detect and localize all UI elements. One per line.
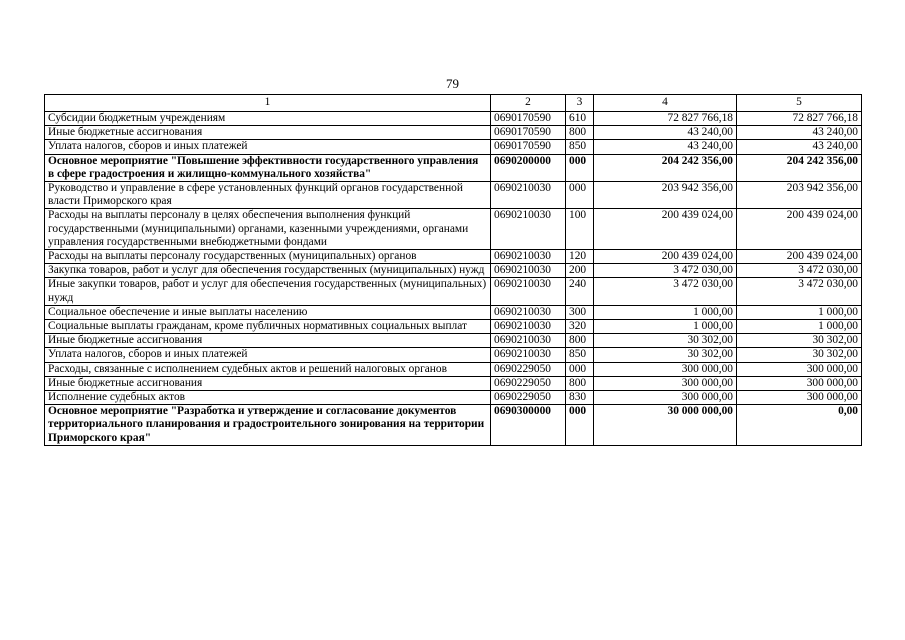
row-code-cell: 0690229050 <box>491 362 566 376</box>
row-amount-2-cell: 200 439 024,00 <box>737 209 862 250</box>
row-amount-2-cell: 3 472 030,00 <box>737 264 862 278</box>
row-name-cell: Расходы на выплаты персоналу в целях обеспечения выполнения функций государственными (муниципальными) органами, казенными учреждениями, органами управления государственными внебюджетными фондами <box>45 209 491 250</box>
row-type-cell: 000 <box>566 405 594 446</box>
table-row <box>45 112 862 126</box>
column-header: 2 <box>491 95 566 112</box>
row-amount-1-cell: 3 472 030,00 <box>594 278 737 305</box>
row-code-cell: 0690210030 <box>491 250 566 264</box>
row-amount-2-cell: 30 302,00 <box>737 348 862 362</box>
row-type-cell: 800 <box>566 334 594 348</box>
row-amount-1-cell: 300 000,00 <box>594 391 737 405</box>
row-code-cell: 0690170590 <box>491 140 566 154</box>
table-body <box>45 112 862 446</box>
row-amount-2-cell: 43 240,00 <box>737 140 862 154</box>
row-type-cell: 240 <box>566 278 594 305</box>
table-header-row <box>45 95 862 112</box>
row-amount-2-cell: 300 000,00 <box>737 362 862 376</box>
row-amount-1-cell: 203 942 356,00 <box>594 182 737 209</box>
row-name-cell: Уплата налогов, сборов и иных платежей <box>45 348 491 362</box>
row-code-cell: 0690210030 <box>491 182 566 209</box>
row-name-cell: Руководство и управление в сфере установленных функций органов государственной власти Приморского края <box>45 182 491 209</box>
row-code-cell: 0690229050 <box>491 391 566 405</box>
table-row <box>45 376 862 390</box>
row-type-cell: 850 <box>566 140 594 154</box>
row-code-cell: 0690210030 <box>491 348 566 362</box>
table-row <box>45 391 862 405</box>
row-amount-2-cell: 204 242 356,00 <box>737 154 862 181</box>
row-amount-1-cell: 30 302,00 <box>594 334 737 348</box>
row-amount-2-cell: 3 472 030,00 <box>737 278 862 305</box>
row-name-cell: Основное мероприятие "Разработка и утверждение и согласование документов территориального планирования и градостроительного зонирования на территории Приморского края" <box>45 405 491 446</box>
table-row <box>45 126 862 140</box>
row-amount-2-cell: 300 000,00 <box>737 376 862 390</box>
table-row <box>45 320 862 334</box>
row-name-cell: Основное мероприятие "Повышение эффективности государственного управления в сфере градостроения и жилищно-коммунального хозяйства" <box>45 154 491 181</box>
row-type-cell: 800 <box>566 126 594 140</box>
row-amount-1-cell: 300 000,00 <box>594 362 737 376</box>
row-amount-2-cell: 300 000,00 <box>737 391 862 405</box>
row-name-cell: Иные бюджетные ассигнования <box>45 376 491 390</box>
row-amount-2-cell: 43 240,00 <box>737 126 862 140</box>
table-row <box>45 405 862 446</box>
row-type-cell: 300 <box>566 305 594 319</box>
row-amount-1-cell: 200 439 024,00 <box>594 209 737 250</box>
row-amount-2-cell: 203 942 356,00 <box>737 182 862 209</box>
row-type-cell: 850 <box>566 348 594 362</box>
row-amount-1-cell: 204 242 356,00 <box>594 154 737 181</box>
row-amount-2-cell: 1 000,00 <box>737 305 862 319</box>
table-row <box>45 278 862 305</box>
row-name-cell: Расходы, связанные с исполнением судебных актов и решений налоговых органов <box>45 362 491 376</box>
table-row <box>45 264 862 278</box>
row-type-cell: 000 <box>566 154 594 181</box>
row-amount-2-cell: 1 000,00 <box>737 320 862 334</box>
row-amount-1-cell: 30 302,00 <box>594 348 737 362</box>
row-amount-1-cell: 1 000,00 <box>594 320 737 334</box>
row-code-cell: 0690200000 <box>491 154 566 181</box>
row-code-cell: 0690210030 <box>491 305 566 319</box>
row-name-cell: Уплата налогов, сборов и иных платежей <box>45 140 491 154</box>
row-code-cell: 0690229050 <box>491 376 566 390</box>
row-code-cell: 0690210030 <box>491 320 566 334</box>
table-row <box>45 154 862 181</box>
row-name-cell: Расходы на выплаты персоналу государственных (муниципальных) органов <box>45 250 491 264</box>
row-name-cell: Закупка товаров, работ и услуг для обеспечения государственных (муниципальных) нужд <box>45 264 491 278</box>
row-name-cell: Социальное обеспечение и иные выплаты населению <box>45 305 491 319</box>
row-name-cell: Иные бюджетные ассигнования <box>45 334 491 348</box>
row-type-cell: 200 <box>566 264 594 278</box>
row-code-cell: 0690300000 <box>491 405 566 446</box>
row-name-cell: Исполнение судебных актов <box>45 391 491 405</box>
row-type-cell: 830 <box>566 391 594 405</box>
row-name-cell: Иные бюджетные ассигнования <box>45 126 491 140</box>
row-amount-1-cell: 43 240,00 <box>594 140 737 154</box>
row-amount-1-cell: 3 472 030,00 <box>594 264 737 278</box>
row-code-cell: 0690210030 <box>491 209 566 250</box>
row-amount-2-cell: 200 439 024,00 <box>737 250 862 264</box>
row-name-cell: Иные закупки товаров, работ и услуг для обеспечения государственных (муниципальных) нужд <box>45 278 491 305</box>
page-number: 79 <box>446 76 459 91</box>
table-row <box>45 140 862 154</box>
row-amount-1-cell: 1 000,00 <box>594 305 737 319</box>
row-amount-1-cell: 300 000,00 <box>594 376 737 390</box>
row-amount-1-cell: 200 439 024,00 <box>594 250 737 264</box>
row-name-cell: Субсидии бюджетным учреждениям <box>45 112 491 126</box>
table-row <box>45 362 862 376</box>
row-code-cell: 0690170590 <box>491 112 566 126</box>
column-header: 1 <box>45 95 491 112</box>
row-type-cell: 610 <box>566 112 594 126</box>
row-type-cell: 000 <box>566 182 594 209</box>
row-code-cell: 0690210030 <box>491 264 566 278</box>
row-type-cell: 320 <box>566 320 594 334</box>
row-type-cell: 100 <box>566 209 594 250</box>
column-header: 4 <box>594 95 737 112</box>
row-type-cell: 120 <box>566 250 594 264</box>
table-row <box>45 182 862 209</box>
table-row <box>45 209 862 250</box>
budget-table <box>44 94 862 446</box>
table-row <box>45 305 862 319</box>
column-header: 3 <box>566 95 594 112</box>
row-type-cell: 800 <box>566 376 594 390</box>
row-code-cell: 0690210030 <box>491 334 566 348</box>
row-code-cell: 0690170590 <box>491 126 566 140</box>
row-type-cell: 000 <box>566 362 594 376</box>
row-name-cell: Социальные выплаты гражданам, кроме публичных нормативных социальных выплат <box>45 320 491 334</box>
row-amount-1-cell: 30 000 000,00 <box>594 405 737 446</box>
row-amount-1-cell: 43 240,00 <box>594 126 737 140</box>
table-row <box>45 334 862 348</box>
column-header: 5 <box>737 95 862 112</box>
row-amount-2-cell: 0,00 <box>737 405 862 446</box>
row-code-cell: 0690210030 <box>491 278 566 305</box>
row-amount-1-cell: 72 827 766,18 <box>594 112 737 126</box>
row-amount-2-cell: 72 827 766,18 <box>737 112 862 126</box>
table-row <box>45 250 862 264</box>
row-amount-2-cell: 30 302,00 <box>737 334 862 348</box>
table-row <box>45 348 862 362</box>
